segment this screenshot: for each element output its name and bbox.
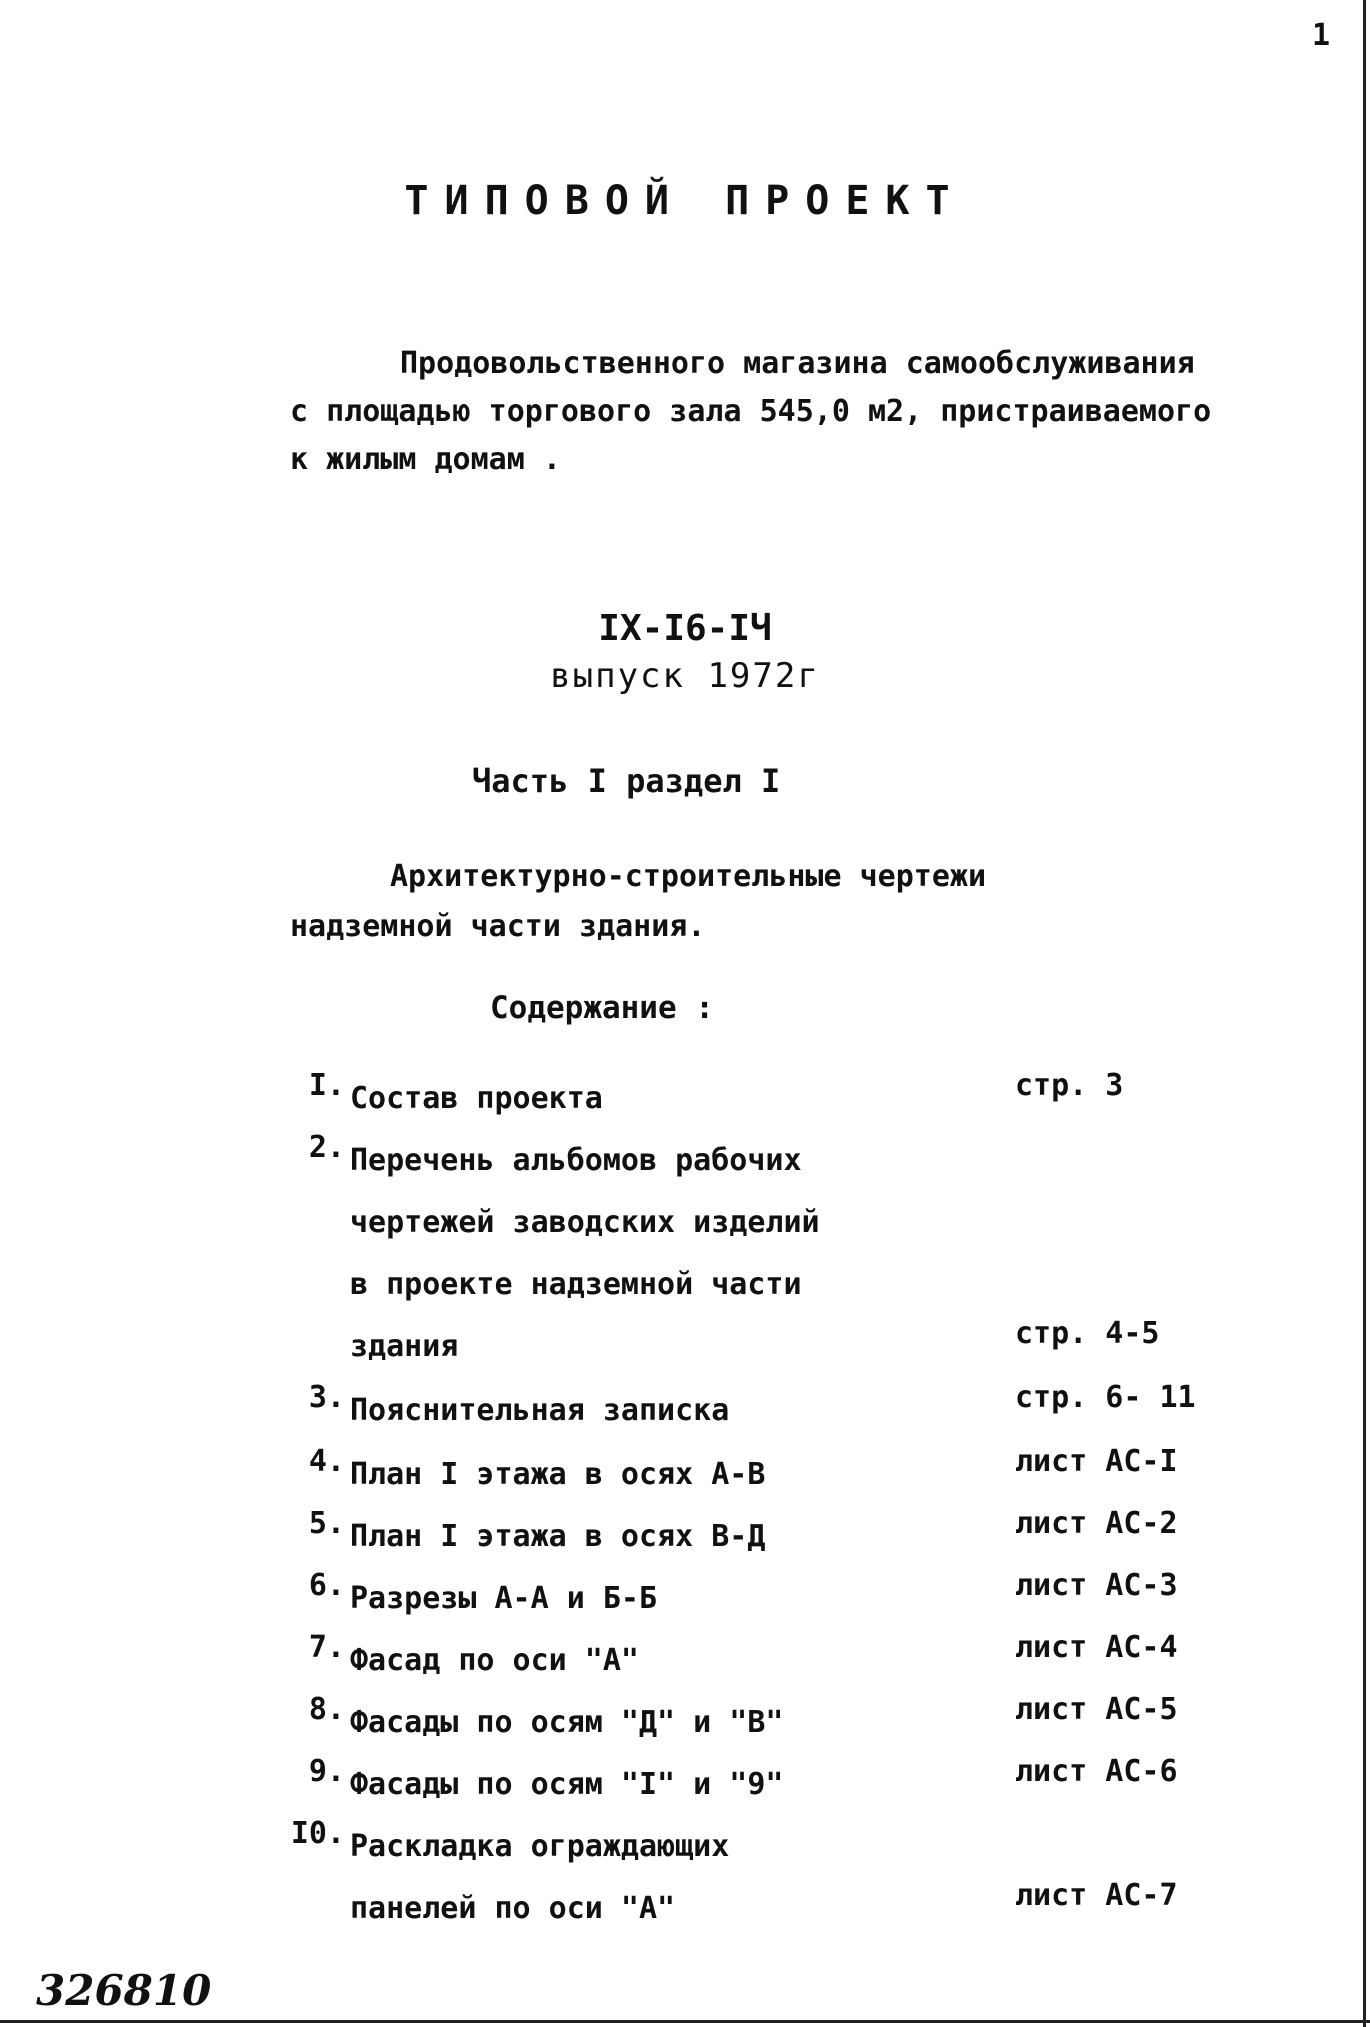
toc-item-line: План I этажа в осях А-В bbox=[350, 1457, 766, 1492]
toc-item-line: здания bbox=[350, 1329, 459, 1364]
toc-item-text bbox=[350, 1816, 950, 1940]
toc-item-number: 4. bbox=[308, 1444, 345, 1479]
toc-item-number: 2. bbox=[308, 1130, 345, 1165]
toc-item-page: стр. 6- 11 bbox=[1015, 1380, 1196, 1415]
toc-item-text bbox=[350, 1630, 950, 1692]
toc-item-page: лист АС-I bbox=[1015, 1444, 1178, 1479]
toc-item-page: лист АС-7 bbox=[1015, 1878, 1178, 1913]
toc-item-line: Состав проекта bbox=[350, 1081, 603, 1116]
toc-item-line: панелей по оси "А" bbox=[350, 1891, 676, 1926]
toc-item-text bbox=[350, 1568, 950, 1630]
toc-item-text bbox=[350, 1754, 950, 1816]
toc-item-line: Фасады по осям "Д" и "В" bbox=[350, 1705, 784, 1740]
toc-item-number: 5. bbox=[308, 1506, 345, 1541]
toc-item-number: 7. bbox=[308, 1630, 345, 1665]
document-title: ТИПОВОЙ ПРОЕКТ bbox=[404, 178, 966, 224]
toc-item-page: стр. 4-5 bbox=[1015, 1316, 1160, 1351]
scan-border-right bbox=[1363, 0, 1366, 2027]
toc-item-number: 9. bbox=[308, 1754, 345, 1789]
toc-item-page: лист АС-2 bbox=[1015, 1506, 1178, 1541]
toc-item-text bbox=[350, 1380, 950, 1442]
toc-item-number: 3. bbox=[308, 1380, 345, 1415]
toc-item-line: Разрезы А-А и Б-Б bbox=[350, 1581, 658, 1616]
toc-item-page: лист АС-5 bbox=[1015, 1692, 1178, 1727]
toc-item-text bbox=[350, 1506, 950, 1568]
page-number: 1 bbox=[1311, 18, 1330, 53]
toc-item-line: Фасады по осям "I" и "9" bbox=[350, 1767, 784, 1802]
toc-item-number: 6. bbox=[308, 1568, 345, 1603]
toc-item-number: I. bbox=[308, 1068, 345, 1103]
toc-item-number: I0. bbox=[290, 1816, 345, 1851]
description-line-2: надземной части здания. bbox=[290, 909, 706, 944]
toc-item-text bbox=[350, 1068, 950, 1130]
project-code: IX-I6-IЧ bbox=[598, 608, 772, 649]
toc-item-text bbox=[350, 1130, 950, 1378]
section-description bbox=[290, 852, 986, 952]
scan-border-bottom bbox=[0, 2020, 1370, 2023]
subject-line-2: с площадью торгового зала 545,0 м2, пристраиваемого bbox=[290, 394, 1212, 429]
handwritten-number: 326810 bbox=[36, 1966, 212, 2015]
toc-item-line: Фасад по оси "А" bbox=[350, 1643, 639, 1678]
issue-year: выпуск 1972г bbox=[550, 656, 820, 696]
toc-item-line: Перечень альбомов рабочих bbox=[350, 1143, 802, 1178]
toc-item-page: лист АС-3 bbox=[1015, 1568, 1178, 1603]
toc-item-line: в проекте надземной части bbox=[350, 1267, 802, 1302]
toc-item-line: чертежей заводских изделий bbox=[350, 1205, 820, 1240]
description-line-1: Архитектурно-строительные чертежи bbox=[390, 859, 987, 894]
toc-item-line: Пояснительная записка bbox=[350, 1393, 730, 1428]
subject-line-3: к жилым домам . bbox=[290, 442, 561, 477]
section-heading: Часть I раздел I bbox=[472, 762, 781, 800]
toc-item-line: План I этажа в осях В-Д bbox=[350, 1519, 766, 1554]
toc-item-page: лист АС-4 bbox=[1015, 1630, 1178, 1665]
toc-item-page: стр. 3 bbox=[1015, 1068, 1124, 1103]
toc-item-number: 8. bbox=[308, 1692, 345, 1727]
contents-heading: Содержание : bbox=[490, 990, 714, 1026]
subject-line-1: Продовольственного магазина самообслуживания bbox=[400, 346, 1195, 381]
project-subject bbox=[290, 340, 1211, 484]
toc-item-page: лист АС-6 bbox=[1015, 1754, 1178, 1789]
toc-item-text bbox=[350, 1692, 950, 1754]
toc-item-text bbox=[350, 1444, 950, 1506]
toc-item-line: Раскладка ограждающих bbox=[350, 1829, 730, 1864]
